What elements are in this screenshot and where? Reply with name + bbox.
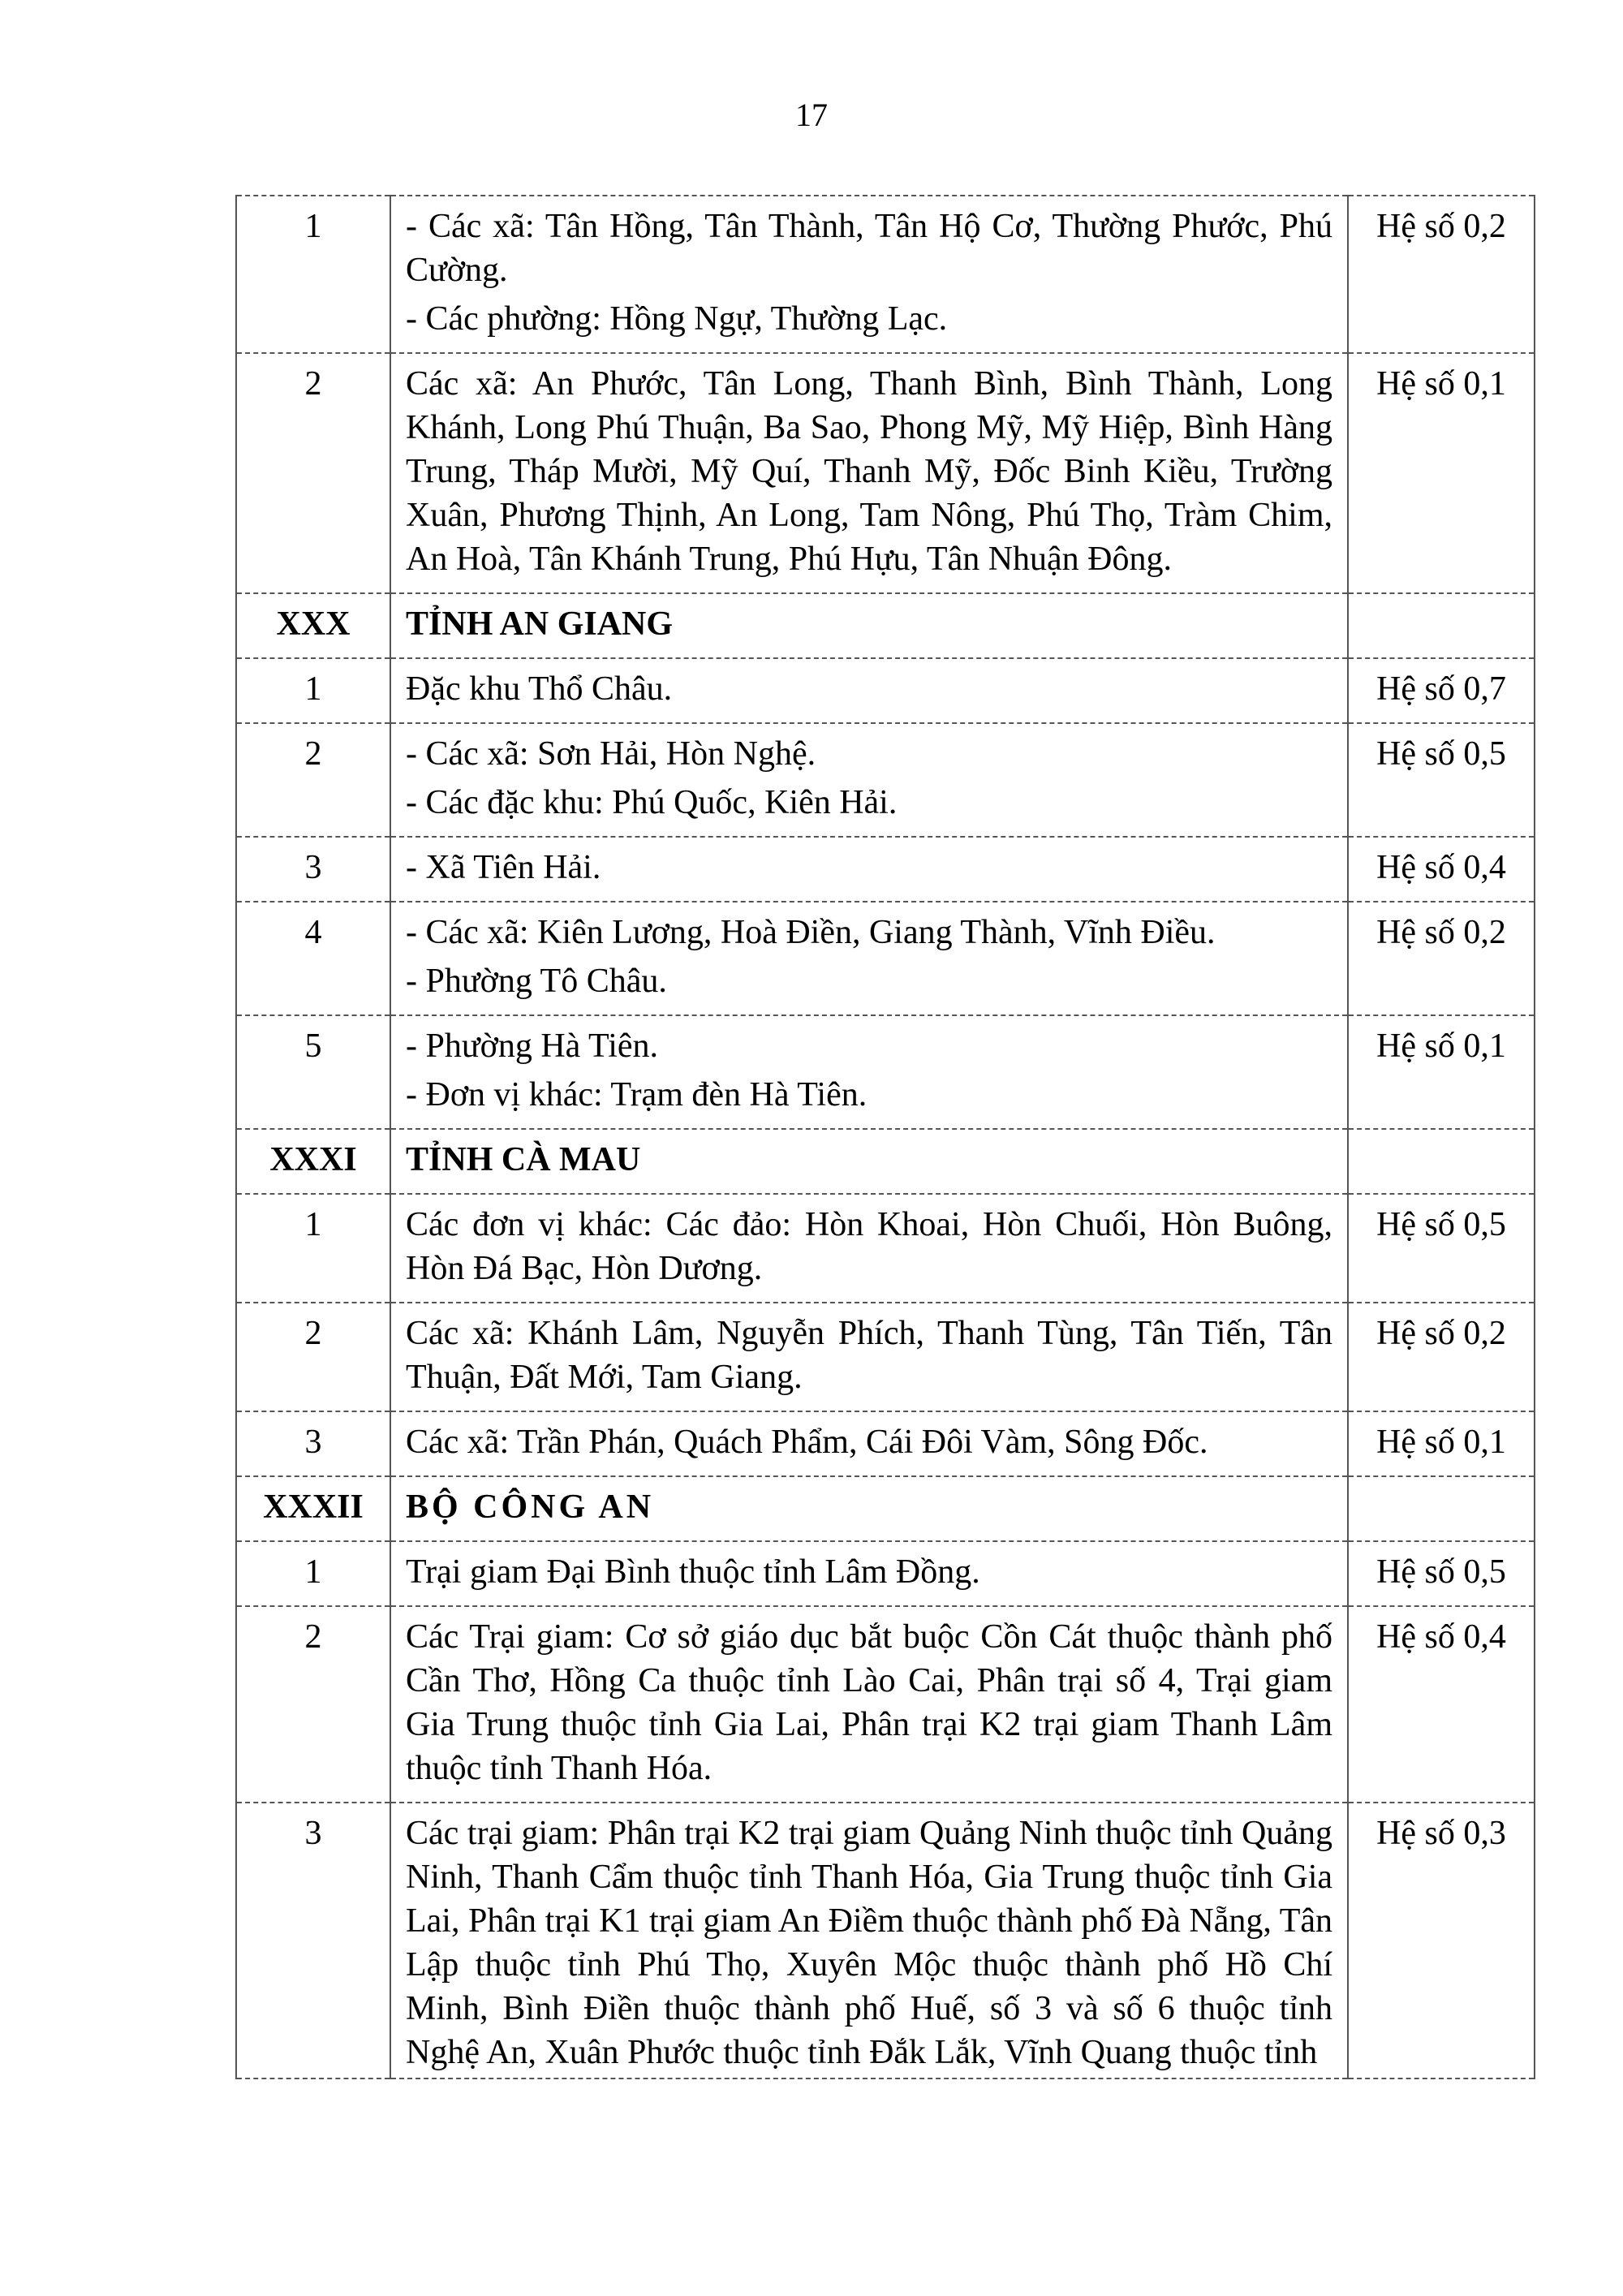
- coefficient-cell: Hệ số 0,4: [1348, 837, 1535, 902]
- content-line: Đặc khu Thổ Châu.: [406, 670, 673, 708]
- row-number: 2: [236, 1606, 390, 1803]
- coefficient-cell: Hệ số 0,2: [1348, 1303, 1535, 1411]
- row-number: 1: [236, 658, 390, 723]
- row-number: 2: [236, 723, 390, 837]
- row-content: [390, 902, 1348, 1015]
- table-row: [236, 658, 1535, 723]
- section-title: TỈNH CÀ MAU: [390, 1129, 1348, 1194]
- coefficient-cell: Hệ số 0,7: [1348, 658, 1535, 723]
- coefficient-cell: Hệ số 0,1: [1348, 353, 1535, 593]
- row-content: [390, 723, 1348, 837]
- row-number: 5: [236, 1015, 390, 1129]
- page-number: 17: [795, 97, 828, 133]
- content-line: - Phường Tô Châu.: [406, 963, 667, 1000]
- content-line: - Các phường: Hồng Ngự, Thường Lạc.: [406, 300, 948, 338]
- content-line: Các xã: Trần Phán, Quách Phẩm, Cái Đôi Vàm, Sông Đốc.: [406, 1424, 1208, 1461]
- section-number: XXX: [236, 593, 390, 658]
- table-row: [236, 837, 1535, 902]
- row-content: [390, 1541, 1348, 1606]
- section-title: BỘ CÔNG AN: [390, 1476, 1348, 1541]
- coefficient-cell: Hệ số 0,3: [1348, 1803, 1535, 2078]
- coefficient-cell: Hệ số 0,2: [1348, 902, 1535, 1015]
- section-number: XXXI: [236, 1129, 390, 1194]
- content-line: Các Trại giam: Cơ sở giáo dục bắt buộc Cồn Cát thuộc thành phố Cần Thơ, Hồng Ca thuộc tỉnh Lào Cai, Phân trại số 4, Trại giam Gia Trung thuộc tỉnh Gia Lai, Phân trại K2 trại giam Thanh Lâm thuộc tỉnh Thanh Hóa.: [406, 1618, 1332, 1787]
- content-line: - Đơn vị khác: Trạm đèn Hà Tiên.: [406, 1076, 867, 1114]
- content-line: Các xã: Khánh Lâm, Nguyễn Phích, Thanh Tùng, Tân Tiến, Tân Thuận, Đất Mới, Tam Giang.: [406, 1315, 1332, 1396]
- content-line: - Các xã: Sơn Hải, Hòn Nghệ.: [406, 735, 816, 773]
- row-number: 4: [236, 902, 390, 1015]
- table-row: [236, 1541, 1535, 1606]
- section-row: [236, 1129, 1535, 1194]
- content-line: - Các đặc khu: Phú Quốc, Kiên Hải.: [406, 784, 898, 821]
- coefficient-cell: [1348, 1476, 1535, 1541]
- content-line: - Các xã: Tân Hồng, Tân Thành, Tân Hộ Cơ, Thường Phước, Phú Cường.: [406, 208, 1332, 289]
- content-line: Các xã: An Phước, Tân Long, Thanh Bình, Bình Thành, Long Khánh, Long Phú Thuận, Ba Sao, Phong Mỹ, Mỹ Hiệp, Bình Hàng Trung, Tháp Mười, Mỹ Quí, Thanh Mỹ, Đốc Binh Kiều, Trường Xuân, Phương Thịnh, An Long, Tam Nông, Phú Thọ, Tràm Chim, An Hoà, Tân Khánh Trung, Phú Hựu, Tân Nhuận Đông.: [406, 365, 1332, 578]
- row-content: [390, 1803, 1348, 2078]
- coefficient-cell: [1348, 593, 1535, 658]
- row-number: 2: [236, 1303, 390, 1411]
- coefficient-cell: Hệ số 0,1: [1348, 1015, 1535, 1129]
- table-row: [236, 902, 1535, 1015]
- table-row: [236, 723, 1535, 837]
- content-line: Các đơn vị khác: Các đảo: Hòn Khoai, Hòn Chuối, Hòn Buông, Hòn Đá Bạc, Hòn Dương.: [406, 1206, 1332, 1287]
- row-content: [390, 1411, 1348, 1476]
- row-content: [390, 1015, 1348, 1129]
- row-number: 2: [236, 353, 390, 593]
- content-line: Trại giam Đại Bình thuộc tỉnh Lâm Đồng.: [406, 1553, 980, 1591]
- row-number: 3: [236, 1803, 390, 2078]
- section-row: [236, 593, 1535, 658]
- coefficient-cell: Hệ số 0,5: [1348, 1194, 1535, 1303]
- table-row: [236, 1803, 1535, 2078]
- coefficient-cell: [1348, 1129, 1535, 1194]
- coefficient-cell: Hệ số 0,5: [1348, 723, 1535, 837]
- row-content: [390, 1194, 1348, 1303]
- row-content: [390, 1303, 1348, 1411]
- table-body: [236, 196, 1535, 2078]
- row-number: 1: [236, 1541, 390, 1606]
- coefficient-cell: Hệ số 0,5: [1348, 1541, 1535, 1606]
- row-content: [390, 658, 1348, 723]
- table-row: [236, 1303, 1535, 1411]
- row-content: [390, 1606, 1348, 1803]
- row-number: 3: [236, 837, 390, 902]
- table-row: [236, 353, 1535, 593]
- section-row: [236, 1476, 1535, 1541]
- section-number: XXXII: [236, 1476, 390, 1541]
- coefficient-table: [235, 195, 1535, 2079]
- table-row: [236, 196, 1535, 353]
- row-number: 1: [236, 196, 390, 353]
- table-row: [236, 1411, 1535, 1476]
- coefficient-cell: Hệ số 0,2: [1348, 196, 1535, 353]
- coefficient-cell: Hệ số 0,4: [1348, 1606, 1535, 1803]
- table-row: [236, 1606, 1535, 1803]
- content-line: - Xã Tiên Hải.: [406, 849, 601, 886]
- row-number: 3: [236, 1411, 390, 1476]
- table-row: [236, 1194, 1535, 1303]
- row-content: [390, 353, 1348, 593]
- table-row: [236, 1015, 1535, 1129]
- row-content: [390, 196, 1348, 353]
- coefficient-cell: Hệ số 0,1: [1348, 1411, 1535, 1476]
- section-title: TỈNH AN GIANG: [390, 593, 1348, 658]
- content-line: - Phường Hà Tiên.: [406, 1027, 659, 1065]
- row-content: [390, 837, 1348, 902]
- content-line: - Các xã: Kiên Lương, Hoà Điền, Giang Thành, Vĩnh Điều.: [406, 914, 1216, 951]
- row-number: 1: [236, 1194, 390, 1303]
- content-line: Các trại giam: Phân trại K2 trại giam Quảng Ninh thuộc tỉnh Quảng Ninh, Thanh Cẩm thuộc tỉnh Thanh Hóa, Gia Trung thuộc tỉnh Gia Lai, Phân trại K1 trại giam An Điềm thuộc thành phố Đà Nẵng, Tân Lập thuộc tỉnh Phú Thọ, Xuyên Mộc thuộc thành phố Hồ Chí Minh, Bình Điền thuộc thành phố Huế, số 3 và số 6 thuộc tỉnh Nghệ An, Xuân Phước thuộc tỉnh Đắk Lắk, Vĩnh Quang thuộc tỉnh: [406, 1815, 1332, 2071]
